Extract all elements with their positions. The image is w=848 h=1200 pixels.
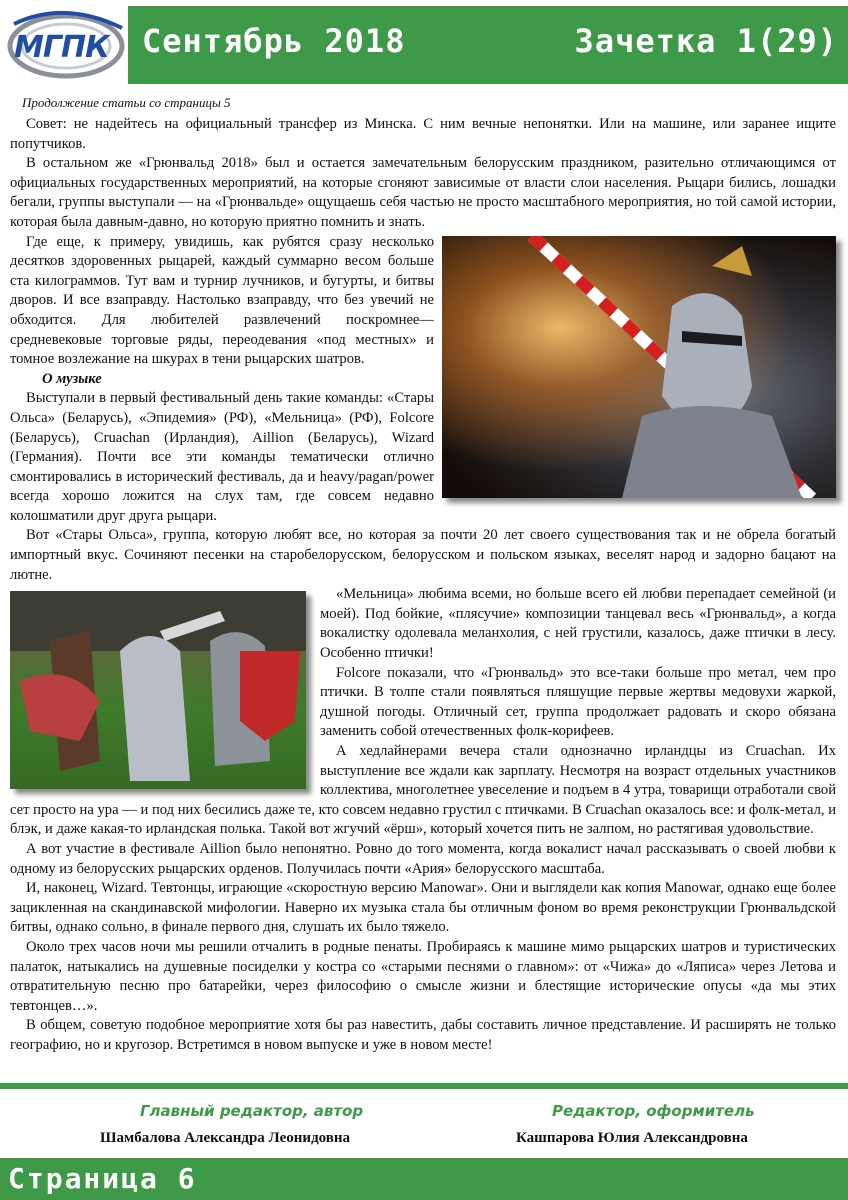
- battle-photo: [10, 591, 306, 789]
- article-body: [10, 115, 836, 1056]
- knights-battle-image: [10, 591, 306, 789]
- issue-date: Сентябрь 2018: [142, 22, 406, 60]
- designer-role: Редактор, оформитель: [552, 1102, 755, 1120]
- paragraph: А хедлайнерами вечера стали однозначно ирландцы из Cruachan. Их выступление все ждали как зарплату. Несмотря на возраст отдельных участников коллектива, многолетнее увеселение и подъем в 4 утра, товарищи отработали свой сет просто на ура — и под них бесились даже те, кто совсем недавно грустил с птичками. В Cruachan оказалось все: и фолк-метал, и блэк, и даже какая-то ирландская полька. Такой вот жгучий «ёрш», который хочется пить не залпом, но растягивая удовольствие.: [10, 743, 836, 838]
- paragraph: «Мельница» любима всеми, но больше всего ей любви перепадает семейной (и моей). Под бойкие, «плясучие» композиции танцевал весь «Грюнвальд», а когда вокалистку одолевала меланхолия, с ней грустили, казалось, даже птички в лесу. Особенно птички!: [320, 586, 836, 662]
- knight-photo: [442, 236, 836, 498]
- page-number: Страница 6: [8, 1162, 197, 1195]
- paragraph: Где еще, к примеру, увидишь, как рубятся сразу несколько десятков здоровенных рыцарей, каждый суммарно весом больше ста килограммов. Тут вам и турнир лучников, и бугурты, и битвы дворов. И все взаправду. Настолько взаправду, что без увечий не обходится. Для любителей развлечений поскромнее—средневековые торговые ряды, переодевания «под местных» и томное возлежание на шкурах в тени рыцарских шатров.: [10, 233, 434, 368]
- footer-divider: [0, 1083, 848, 1089]
- paragraph: Вот «Стары Ольса», группа, которую любят все, но которая за почти 20 лет своего существования так и не обрела богатый импортный вкус. Сочиняют песенки на старобелорусском, белорусском и польском языках, веселят народ и задорно бацают на лютне.: [10, 527, 836, 583]
- issue-number: Зачетка 1(29): [574, 22, 838, 60]
- paragraph: А вот участие в фестивале Aillion было непонятно. Ровно до того момента, когда вокалист начал рассказывать о своей любви к одному из белорусских рыцарских орденов. Получилась почти «Ария» белорусского масштаба.: [10, 840, 836, 877]
- paragraph: Совет: не надейтесь на официальный трансфер из Минска. С ним вечные непонятки. Или на машине, или заранее ищите попутчиков.: [10, 116, 836, 152]
- paragraph: В общем, советую подобное мероприятие хотя бы раз навестить, дабы составить личное представление. И расширять не только географию, но и кругозор. Встретимся в новом выпуске и уже в новом месте!: [10, 1017, 836, 1053]
- paragraph: Около трех часов ночи мы решили отчалить в родные пенаты. Пробираясь к машине мимо рыцарских шатров и туристических палаток, натыкались на душевные посиделки у костра со «старыми песнями о главном»: от «Чижа» до «Ляписа» через Летова и отвратительную песню про батарейки, через философию о смысле жизни и блестящие исторические опусы «да мы этих тевтонцев…».: [10, 938, 836, 1014]
- paragraph: И, наконец, Wizard. Тевтонцы, играющие «скоростную версию Manowar». Они и выглядели как копия Manowar, однако еще более зацикленная на скандинавской мифологии. Наверно их музыка стала бы отличным фоном во время реконструкции Грюнвальдской битвы, однако сольно, в финале первого дня, слушать их было тяжело.: [10, 880, 836, 936]
- editor-name: Шамбалова Александра Леонидовна: [100, 1130, 351, 1146]
- paragraph: Выступали в первый фестивальный день такие команды: «Стары Ольса» (Беларусь), «Эпидемия» (РФ), «Мельница» (РФ), Folcore (Беларусь), Cruachan (Ирландия), Aillion (Беларусь), Wizard (Германия). Почти все эти команды тематически отлично смонтировались в исторический фестиваль, да и heavy/pagan/power всегда хорошо ложится на слух там, где совсем недавно колошматили друг друга рыцари.: [10, 390, 434, 524]
- continuation-note: Продолжение статьи со страницы 5: [22, 95, 231, 110]
- knight-helmet-image: [442, 236, 836, 498]
- paragraph: Folcore показали, что «Грюнвальд» это все-таки больше про метал, чем про птички. В толпе стали появляться пляшущие первые жертвы медовухи жаркой, душной погоды. Отличный сет, группа продолжает радовать и скоро обязана заменить собой отечественных фолк-корифеев.: [320, 664, 836, 740]
- section-subheading: О музыке: [42, 370, 102, 387]
- logo-text: МГПК: [14, 30, 109, 65]
- paragraph: В остальном же «Грюнвальд 2018» был и остается замечательным белорусским праздником, разительно отличающимся от официальных государственных мероприятий, на которые сгоняют зависимые от власти слои населения. Рыцари бились, лошадки бегали, группы выступали — на «Грюнвальде» ощущаешь себя частью не просто масштабного мероприятия, но той самой истории, которая была давным-давно, но которую приятно помнить и знать.: [10, 155, 836, 230]
- college-logo: [4, 4, 128, 84]
- designer-name: Кашпарова Юлия Александровна: [516, 1130, 748, 1146]
- editor-role: Главный редактор, автор: [140, 1102, 364, 1120]
- page-header: [0, 0, 848, 88]
